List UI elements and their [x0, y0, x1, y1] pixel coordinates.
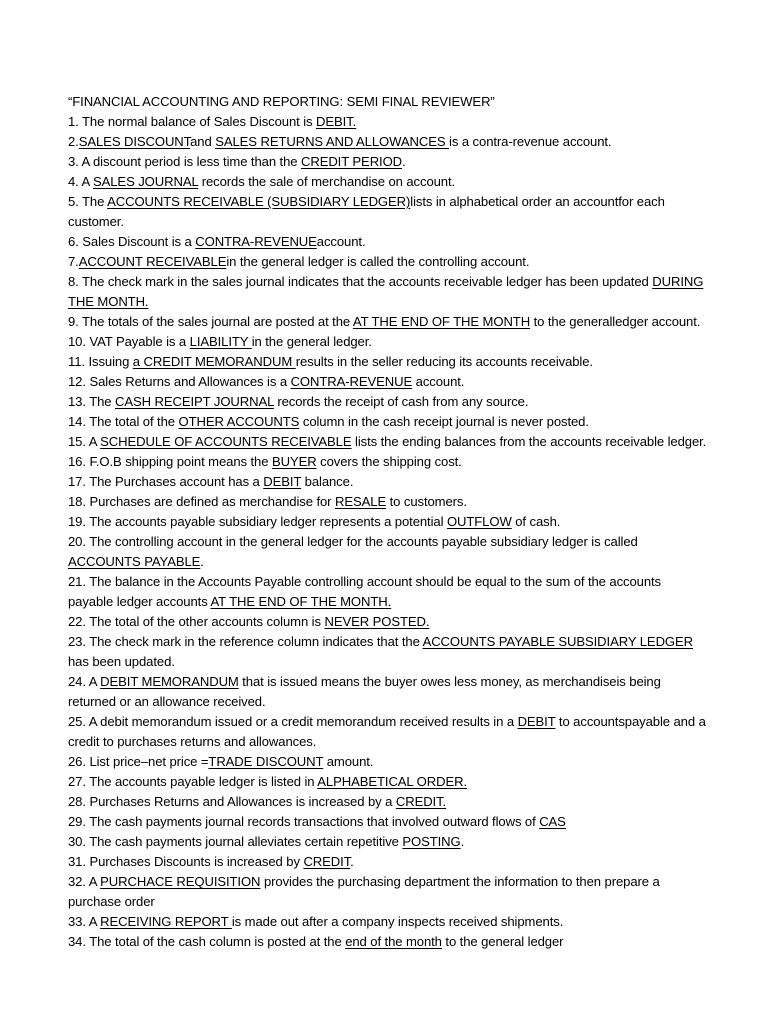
item-text: to customers. [386, 494, 467, 509]
reviewer-item [68, 572, 708, 612]
underlined-answer: ACCOUNTS RECEIVABLE (SUBSIDIARY LEDGER) [107, 194, 411, 209]
reviewer-item [68, 172, 708, 192]
item-text: 20. The controlling account in the general ledger for the accounts payable subsidiary ledger is called [68, 534, 638, 549]
item-text: results in the seller reducing its accounts receivable. [295, 354, 593, 369]
underlined-answer: CONTRA-REVENUE [195, 234, 317, 249]
item-text: 27. The accounts payable ledger is listed in [68, 774, 318, 789]
item-text: 31. Purchases Discounts is increased by [68, 854, 304, 869]
item-text: covers the shipping cost. [316, 454, 462, 469]
item-text: to accountspayable and a credit to purchases returns and allowances. [68, 714, 706, 749]
underlined-answer: a CREDIT MEMORANDUM [132, 354, 296, 369]
item-text: and [190, 134, 216, 149]
item-text: is a contra-revenue account. [449, 134, 612, 149]
item-text: 3. A discount period is less time than the [68, 154, 301, 169]
item-text: 6. Sales Discount is a [68, 234, 196, 249]
reviewer-item [68, 312, 708, 332]
item-text: balance. [301, 474, 354, 489]
item-text: 29. The cash payments journal records transactions that involved outward flows of [68, 814, 540, 829]
reviewer-item [68, 792, 708, 812]
underlined-answer: NEVER POSTED. [324, 614, 430, 629]
underlined-answer: CREDIT. [395, 794, 447, 809]
item-text: . [350, 854, 354, 869]
item-text: 18. Purchases are defined as merchandise for [68, 494, 335, 509]
underlined-answer: DEBIT. [316, 114, 357, 129]
reviewer-item [68, 232, 708, 252]
reviewer-item [68, 472, 708, 492]
item-text: account. [316, 234, 366, 249]
underlined-answer: CASH RECEIPT JOURNAL [115, 394, 274, 409]
reviewer-item [68, 612, 708, 632]
item-text: lists in alphabetical order an accountfor each customer. [68, 194, 665, 229]
reviewer-item [68, 932, 708, 952]
document-body [68, 92, 708, 952]
reviewer-item [68, 392, 708, 412]
reviewer-item [68, 672, 708, 712]
reviewer-item [68, 512, 708, 532]
underlined-answer: DEBIT [517, 714, 556, 729]
item-text: in the general ledger is called the controlling account. [226, 254, 530, 269]
item-text: 16. F.O.B shipping point means the [68, 454, 272, 469]
item-text: records the receipt of cash from any source. [273, 394, 529, 409]
underlined-answer: SALES DISCOUNT [78, 134, 191, 149]
reviewer-item [68, 912, 708, 932]
reviewer-item [68, 872, 708, 912]
underlined-answer: BUYER [271, 454, 317, 469]
reviewer-item [68, 432, 708, 452]
item-text: that is issued means the buyer owes less money, as merchandiseis being returned or an allowance received. [68, 674, 661, 709]
underlined-answer: ALPHABETICAL ORDER. [317, 774, 467, 789]
underlined-answer: CAS [539, 814, 566, 829]
item-text: 30. The cash payments journal alleviates certain repetitive [68, 834, 403, 849]
underlined-answer: OUTFLOW [446, 514, 512, 529]
item-text: 22. The total of the other accounts column is [68, 614, 325, 629]
underlined-answer: POSTING [402, 834, 461, 849]
reviewer-item [68, 532, 708, 572]
underlined-answer: ACCOUNT RECEIVABLE [78, 254, 227, 269]
item-text: 2. [68, 134, 79, 149]
underlined-answer: PURCHACE REQUISITION [100, 874, 261, 889]
reviewer-item [68, 352, 708, 372]
item-text: in the general ledger. [251, 334, 372, 349]
underlined-answer: TRADE DISCOUNT [208, 754, 324, 769]
item-text: 21. The balance in the Accounts Payable controlling account should be equal to the sum of the accounts payable ledger accounts [68, 574, 662, 609]
reviewer-item [68, 112, 708, 132]
item-text: 24. A [68, 674, 101, 689]
underlined-answer: SALES RETURNS AND ALLOWANCES [215, 134, 450, 149]
underlined-answer: RESALE [335, 494, 387, 509]
underlined-answer: SCHEDULE OF ACCOUNTS RECEIVABLE [100, 434, 352, 449]
item-text: 15. A [68, 434, 101, 449]
reviewer-item [68, 132, 708, 152]
reviewer-item [68, 712, 708, 752]
underlined-answer: CREDIT [303, 854, 351, 869]
reviewer-item [68, 772, 708, 792]
reviewer-item [68, 812, 708, 832]
underlined-answer: LIABILITY [189, 334, 252, 349]
reviewer-item [68, 492, 708, 512]
reviewer-list [68, 112, 708, 952]
item-text: 28. Purchases Returns and Allowances is increased by a [68, 794, 396, 809]
item-text: 1. The normal balance of Sales Discount is [68, 114, 317, 129]
underlined-answer: end of the month [345, 934, 442, 949]
item-text: 4. A [68, 174, 93, 189]
item-text: account. [412, 374, 465, 389]
reviewer-item [68, 412, 708, 432]
item-text: 7. [68, 254, 79, 269]
item-text: 25. A debit memorandum issued or a credit memorandum received results in a [68, 714, 518, 729]
document-title: “FINANCIAL ACCOUNTING AND REPORTING: SEMI FINAL REVIEWER” [68, 94, 495, 109]
item-text: 12. Sales Returns and Allowances is a [68, 374, 291, 389]
underlined-answer: ACCOUNTS PAYABLE [68, 554, 201, 569]
underlined-answer: AT THE END OF THE MONTH [352, 314, 531, 329]
item-text: 26. List price–net price = [68, 754, 209, 769]
item-text: 10. VAT Payable is a [68, 334, 190, 349]
underlined-answer: OTHER ACCOUNTS [178, 414, 300, 429]
item-text: 13. The [68, 394, 116, 409]
item-text: has been updated. [68, 654, 175, 669]
underlined-answer: DEBIT [263, 474, 302, 489]
reviewer-item [68, 752, 708, 772]
underlined-answer: SALES JOURNAL [92, 174, 199, 189]
underlined-answer: CONTRA-REVENUE [290, 374, 413, 389]
reviewer-item [68, 852, 708, 872]
item-text: 5. The [68, 194, 108, 209]
reviewer-item [68, 372, 708, 392]
reviewer-item [68, 152, 708, 172]
reviewer-item [68, 272, 708, 312]
item-text: 33. A [68, 914, 101, 929]
item-text: to the general ledger [441, 934, 564, 949]
underlined-answer: DURING THE MONTH. [68, 274, 704, 309]
underlined-answer: CREDIT PERIOD [300, 154, 403, 169]
item-text: is made out after a company inspects received shipments. [231, 914, 564, 929]
item-text: of cash. [511, 514, 561, 529]
item-text: records the sale of merchandise on account. [198, 174, 456, 189]
item-text: 32. A [68, 874, 101, 889]
item-text: provides the purchasing department the information to then prepare a purchase order [68, 874, 660, 909]
item-text: column in the cash receipt journal is never posted. [299, 414, 589, 429]
reviewer-item [68, 632, 708, 672]
reviewer-item [68, 452, 708, 472]
underlined-answer: ACCOUNTS PAYABLE SUBSIDIARY LEDGER [422, 634, 693, 649]
item-text: 8. The check mark in the sales journal indicates that the accounts receivable ledger has been updated [68, 274, 653, 289]
item-text: to the generalledger account. [530, 314, 701, 329]
item-text: 19. The accounts payable subsidiary ledger represents a potential [68, 514, 447, 529]
underlined-answer: AT THE END OF THE MONTH. [210, 594, 392, 609]
reviewer-item [68, 192, 708, 232]
reviewer-item [68, 252, 708, 272]
item-text: . [200, 554, 204, 569]
item-text: . [460, 834, 465, 849]
reviewer-item [68, 332, 708, 352]
underlined-answer: RECEIVING REPORT [100, 914, 232, 929]
item-text: 23. The check mark in the reference column indicates that the [68, 634, 423, 649]
item-text: 11. Issuing [68, 354, 133, 369]
reviewer-item [68, 832, 708, 852]
underlined-answer: DEBIT MEMORANDUM [100, 674, 239, 689]
item-text: 9. The totals of the sales journal are posted at the [68, 314, 353, 329]
item-text: . [402, 154, 406, 169]
item-text: 34. The total of the cash column is posted at the [68, 934, 346, 949]
item-text: 14. The total of the [68, 414, 179, 429]
item-text: lists the ending balances from the accounts receivable ledger. [351, 434, 707, 449]
item-text: 17. The Purchases account has a [68, 474, 264, 489]
item-text: amount. [323, 754, 374, 769]
